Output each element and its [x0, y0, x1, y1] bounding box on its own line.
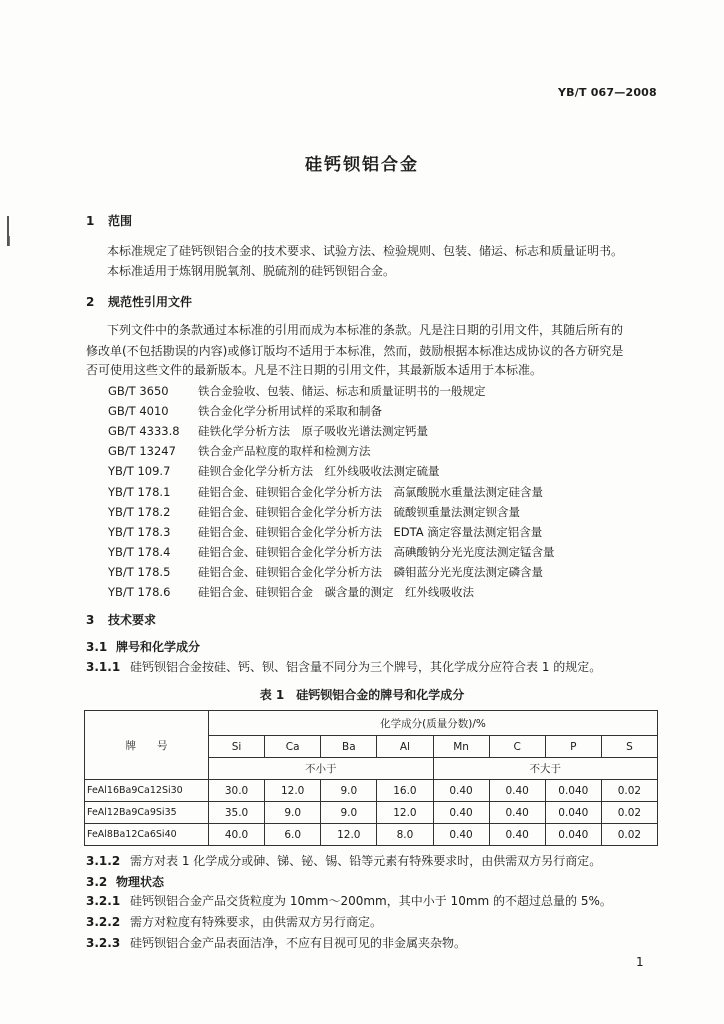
reference-item: YB/T 109.7 硅钡合金化学分析方法 红外线吸收法测定硫量: [108, 464, 440, 478]
section-title: 技术要求: [108, 613, 157, 627]
value-cell: 12.0: [321, 824, 377, 846]
value-cell: 0.02: [601, 780, 657, 802]
clause-3-2-1: [86, 891, 612, 911]
table-row: [85, 802, 658, 824]
clause-3-1-2: [86, 851, 601, 871]
value-cell: 0.40: [433, 802, 489, 824]
section-1-para-2: 本标准适用于炼钢用脱氧剂、脱硫剂的硅钙钡铝合金。: [107, 264, 396, 278]
clause-number: 3.2.1: [86, 894, 121, 908]
clause-text: 硅钙钡铝合金按硅、钙、钡、铝含量不同分为三个牌号，其化学成分应符合表 1 的规定。: [130, 660, 602, 674]
reference-item: GB/T 4010 铁合金化学分析用试样的采取和制备: [108, 404, 382, 418]
reference-item: YB/T 178.2 硅铝合金、硅钡铝合金化学分析方法 硫酸钡重量法测定钡含量: [108, 505, 520, 519]
table-caption: 表 1 硅钙钡铝合金的牌号和化学成分: [259, 688, 465, 702]
section-title: 物理状态: [116, 875, 165, 889]
clause-text: 硅钙钡铝合金产品交货粒度为 10mm～200mm，其中小于 10mm 的不超过总量的 5%。: [130, 894, 612, 908]
section-number: 3.2: [86, 875, 108, 889]
table-row: [85, 780, 658, 802]
value-cell: 0.40: [489, 802, 545, 824]
brand-header: 牌 号: [85, 711, 209, 780]
document-id: YB/T 067—2008: [558, 86, 657, 99]
value-cell: 0.02: [601, 824, 657, 846]
composition-table: [84, 710, 658, 846]
value-cell: 0.40: [433, 824, 489, 846]
clause-text: 需方对粒度有特殊要求，由供需双方另行商定。: [130, 915, 383, 929]
value-cell: 0.02: [601, 802, 657, 824]
reference-item: GB/T 4333.8 硅铁化学分析方法 原子吸收光谱法测定钙量: [108, 424, 428, 438]
value-cell: 9.0: [321, 780, 377, 802]
clause-3-2-3: [86, 933, 466, 953]
clause-3-1-1: [86, 657, 601, 677]
value-cell: 0.40: [489, 824, 545, 846]
value-cell: 35.0: [209, 802, 265, 824]
value-cell: 9.0: [321, 802, 377, 824]
value-cell: 8.0: [377, 824, 433, 846]
value-cell: 0.40: [433, 780, 489, 802]
reference-item: YB/T 178.3 硅铝合金、硅钡铝合金化学分析方法 EDTA 滴定容量法测定铝含量: [108, 525, 543, 539]
element-header: P: [545, 736, 601, 758]
section-1-heading: [86, 212, 132, 229]
reference-item: YB/T 178.6 硅铝合金、硅钡铝合金 碳含量的测定 红外线吸收法: [108, 585, 474, 599]
section-2-para-line-1: 下列文件中的条款通过本标准的引用而成为本标准的条款。凡是注日期的引用文件，其随后所有的: [107, 323, 624, 337]
page-number: 1: [636, 955, 644, 969]
value-cell: 0.040: [545, 802, 601, 824]
element-header: Mn: [433, 736, 489, 758]
reference-item: YB/T 178.1 硅铝合金、硅钡铝合金化学分析方法 高氯酸脱水重量法测定硅含量: [108, 485, 543, 499]
max-label: 不大于: [433, 758, 658, 780]
element-header: C: [489, 736, 545, 758]
section-3-heading: [86, 611, 156, 628]
brand-cell: FeAl12Ba9Ca9Si35: [85, 802, 209, 824]
clause-text: 需方对表 1 化学成分或砷、锑、铋、锡、铅等元素有特殊要求时，由供需双方另行商定。: [130, 854, 602, 868]
value-cell: 0.040: [545, 824, 601, 846]
brand-cell: FeAl8Ba12Ca6Si40: [85, 824, 209, 846]
value-cell: 12.0: [265, 780, 321, 802]
subsection-3-1-heading: [86, 638, 200, 655]
element-header: S: [601, 736, 657, 758]
value-cell: 9.0: [265, 802, 321, 824]
section-2-para-line-3: 否可使用这些文件的最新版本。凡是不注日期的引用文件，其最新版本适用于本标准。: [86, 363, 543, 377]
min-label: 不小于: [209, 758, 434, 780]
reference-item: YB/T 178.4 硅铝合金、硅钡铝合金化学分析方法 高碘酸钠分光光度法测定锰含量: [108, 545, 555, 559]
value-cell: 30.0: [209, 780, 265, 802]
section-number: 3.1: [86, 640, 108, 654]
clause-3-2-2: [86, 912, 382, 932]
element-header: Al: [377, 736, 433, 758]
table-row: [85, 824, 658, 846]
clause-text: 硅钙钡铝合金产品表面洁净，不应有目视可见的非金属夹杂物。: [130, 936, 467, 950]
section-number: 1: [86, 214, 95, 228]
value-cell: 6.0: [265, 824, 321, 846]
element-header: Si: [209, 736, 265, 758]
value-cell: 16.0: [377, 780, 433, 802]
document-title: 硅钙钡铝合金: [305, 155, 419, 175]
section-1-para-1: 本标准规定了硅钙钡铝合金的技术要求、试验方法、检验规则、包装、储运、标志和质量证明书。: [107, 244, 624, 258]
section-2-para-line-2: 修改单(不包括勘误的内容)或修订版均不适用于本标准，然而，鼓励根据本标准达成协议的各方研究是: [86, 344, 624, 358]
clause-number: 3.2.3: [86, 936, 121, 950]
subsection-3-2-heading: [86, 873, 164, 890]
brand-cell: FeAl16Ba9Ca12Si30: [85, 780, 209, 802]
reference-item: YB/T 178.5 硅铝合金、硅钡铝合金化学分析方法 磷钼蓝分光光度法测定磷含量: [108, 565, 543, 579]
value-cell: 0.040: [545, 780, 601, 802]
reference-item: GB/T 13247 铁合金产品粒度的取样和检测方法: [108, 444, 371, 458]
section-title: 规范性引用文件: [108, 295, 193, 309]
element-header: Ba: [321, 736, 377, 758]
element-header: Ca: [265, 736, 321, 758]
section-title: 范围: [108, 214, 133, 228]
section-number: 3: [86, 613, 95, 627]
section-number: 2: [86, 295, 95, 309]
clause-number: 3.1.1: [86, 660, 121, 674]
margin-mark-small: [9, 236, 10, 246]
clause-number: 3.1.2: [86, 854, 121, 868]
clause-number: 3.2.2: [86, 915, 121, 929]
reference-item: GB/T 3650 铁合金验收、包装、储运、标志和质量证明书的一般规定: [108, 384, 486, 398]
value-cell: 0.40: [489, 780, 545, 802]
section-title: 牌号和化学成分: [116, 640, 201, 654]
value-cell: 40.0: [209, 824, 265, 846]
value-cell: 12.0: [377, 802, 433, 824]
composition-group-header: 化学成分(质量分数)/%: [209, 711, 658, 736]
section-2-heading: [86, 293, 192, 310]
